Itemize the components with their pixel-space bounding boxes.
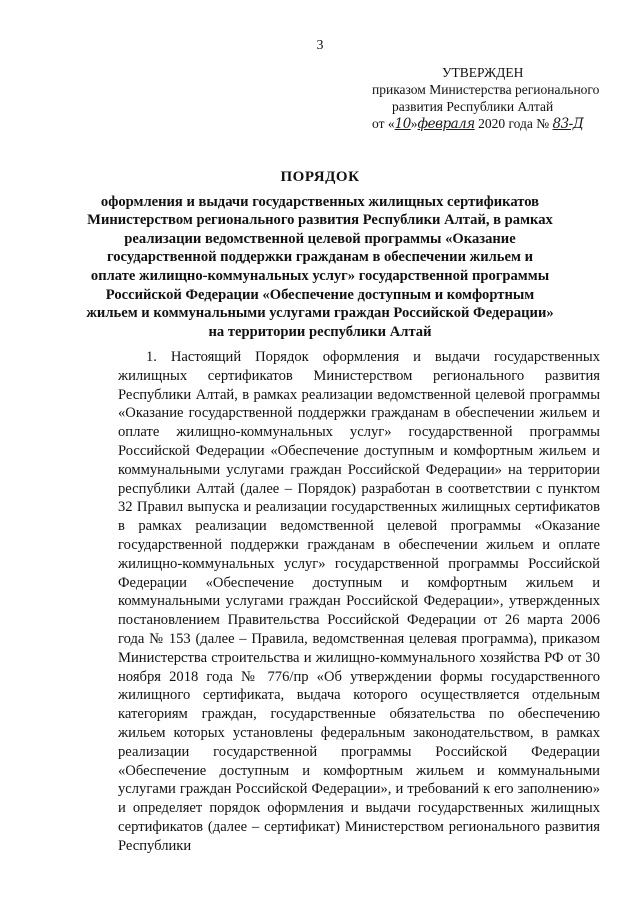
title-line: оплате жилищно-коммунальных услуг» государственной программы	[90, 267, 550, 284]
date-year: 2020 года №	[474, 116, 550, 131]
date-mid: »	[410, 116, 418, 131]
handwritten-month: февраля	[417, 116, 475, 132]
approval-ministry-line: развития Республики Алтай	[392, 99, 554, 114]
approval-order-line: приказом Министерства регионального	[372, 82, 600, 97]
title-line: Министерством регионального развития Республики Алтай, в рамках	[87, 212, 553, 229]
handwritten-order-number: 83-Д	[552, 116, 584, 132]
approval-stamp	[360, 64, 610, 133]
handwritten-day: 10	[394, 116, 411, 132]
title-heading: ПОРЯДОК	[280, 169, 360, 185]
title-line: оформления и выдачи государственных жилищных сертификатов	[100, 193, 540, 210]
title-line: Российской Федерации «Обеспечение доступным и комфортным	[105, 286, 535, 303]
title-line: государственной поддержки гражданам в обеспечении жильем и	[106, 249, 534, 266]
page-number: 3	[316, 38, 324, 53]
title-line: жильем и коммунальными услугами граждан Российской Федерации»	[86, 305, 554, 322]
approval-heading: УТВЕРЖДЕН	[442, 65, 524, 80]
title-line: на территории республики Алтай	[208, 323, 432, 340]
document-title	[60, 168, 580, 341]
body-paragraph: 1. Настоящий Порядок оформления и выдачи государственных жилищных сертификатов Министерством регионального развития Республики Алтай, в рамках реализации ведомственной целевой программы «Оказание государственной поддержки гражданам в обеспечении жильем и оплате жилищно-коммунальных услуг» государственной программы Российской Федерации «Обеспечение доступным и комфортным жильем и коммунальными услугами граждан Российской Федерации» на территории республики Алтай (далее – Порядок) разработан в соответствии с пунктом 32 Правил выпуска и реализации государственных жилищных сертификатов в рамках реализации ведомственной целевой программы «Оказание государственной поддержки гражданам в обеспечении жильем и оплате жилищно-коммунальных услуг» государственной программы Российской Федерации «Обеспечение доступным и комфортным жильем и коммунальными услугами граждан Российской Федерации», утвержденных постановлением Правительства Российской Федерации от 26 марта 2006 года № 153 (далее – Правила, ведомственная целевая программа), приказом Министерства строительства и жилищно-коммунального хозяйства РФ от 30 ноября 2018 года № 776/пр «Об утверждении формы государственного жилищного сертификата, выдача которого осуществляется отдельным категориям граждан, государственные обязательства по обеспечению жильем которых установлены федеральным законодательством, в рамках реализации государственной программы Российской Федерации «Обеспечение доступным и комфортным жильем и коммунальными услугами граждан Российской Федерации», и требований к его заполнению» и определяет порядок оформления и выдачи государственных жилищных сертификатов (далее – сертификат) Министерством регионального развития Республики	[118, 349, 600, 854]
title-line: реализации ведомственной целевой программы «Оказание	[124, 230, 516, 247]
approval-date-line	[360, 115, 610, 133]
date-prefix: от «	[372, 116, 395, 131]
